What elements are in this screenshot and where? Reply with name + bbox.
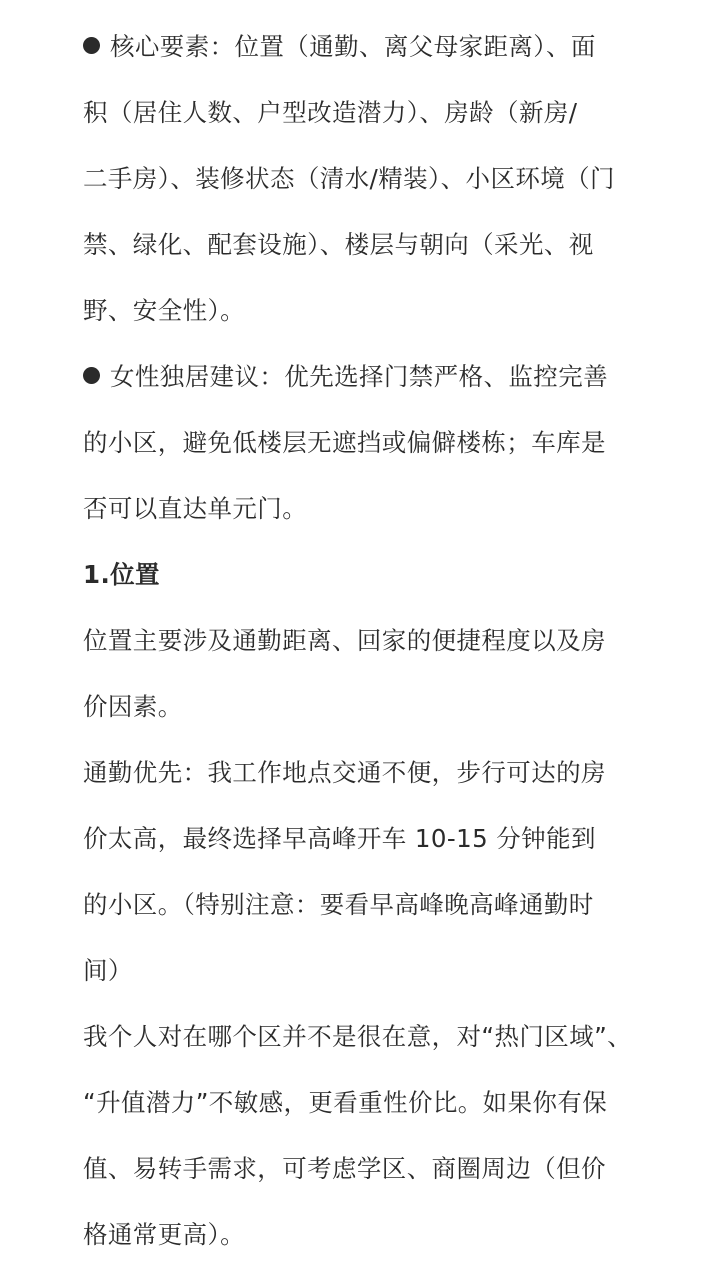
paragraph-line: 通勤优先：我工作地点交通不便，步行可达的房 — [83, 758, 606, 787]
bullet-line: 否可以直达单元门。 — [83, 494, 308, 523]
bullet-line: 的小区，避免低楼层无遮挡或偏僻楼栋；车库是 — [83, 428, 606, 457]
paragraph-location-intro — [83, 608, 643, 740]
bullet-line — [83, 14, 643, 80]
bullet-dot-icon — [83, 367, 100, 384]
paragraph-line: 我个人对在哪个区并不是很在意，对“热门区域”、 — [83, 1022, 633, 1051]
bullet-core-factors — [83, 14, 643, 344]
article-body — [83, 14, 643, 1268]
paragraph-line: “升值潜力”不敏感，更看重性价比。如果你有保 — [83, 1088, 608, 1117]
bullet-line: 积（居住人数、户型改造潜力）、房龄（新房/ — [83, 98, 578, 127]
bullet-female-advice — [83, 344, 643, 542]
paragraph-line: 价太高，最终选择早高峰开车 10-15 分钟能到 — [83, 824, 596, 853]
paragraph-line: 间） — [83, 956, 133, 985]
section-heading-location: 1.位置 — [83, 560, 160, 589]
paragraph-line: 位置主要涉及通勤距离、回家的便捷程度以及房 — [83, 626, 606, 655]
paragraph-line: 的小区。（特别注意：要看早高峰晚高峰通勤时 — [83, 890, 594, 919]
paragraph-line: 格通常更高）。 — [83, 1220, 246, 1249]
bullet-line: 二手房）、装修状态（清水/精装）、小区环境（门 — [83, 164, 615, 193]
paragraph-line: 值、易转手需求，可考虑学区、商圈周边（但价 — [83, 1154, 606, 1183]
bullet-dot-icon — [83, 37, 100, 54]
paragraph-district — [83, 1004, 643, 1268]
bullet-text: 核心要素：位置（通勤、离父母家距离）、面 — [110, 32, 596, 61]
paragraph-line: 价因素。 — [83, 692, 183, 721]
bullet-text: 女性独居建议：优先选择门禁严格、监控完善 — [110, 362, 608, 391]
bullet-line — [83, 344, 643, 410]
bullet-line: 野、安全性）。 — [83, 296, 246, 325]
bullet-line: 禁、绿化、配套设施）、楼层与朝向（采光、视 — [83, 230, 594, 259]
paragraph-commute — [83, 740, 643, 1004]
